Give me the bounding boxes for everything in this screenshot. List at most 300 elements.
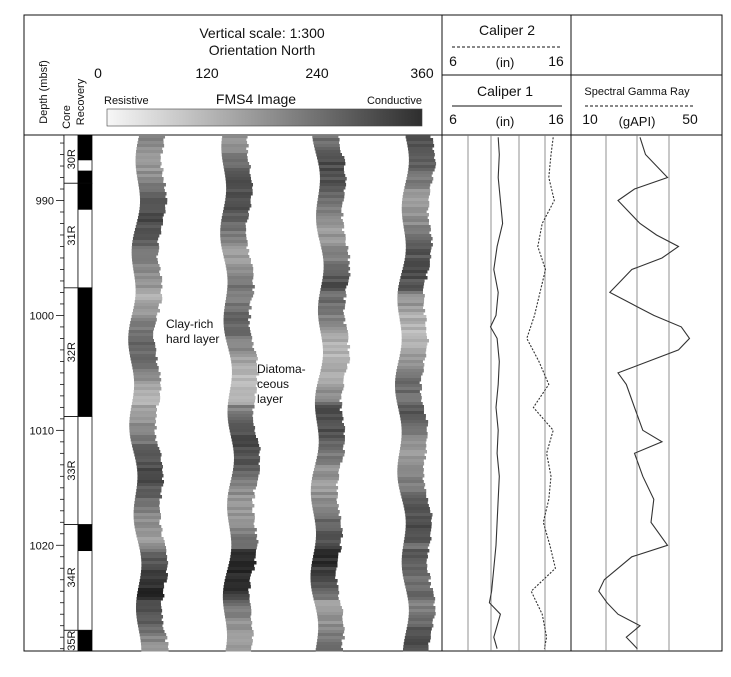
fms-texture-band — [311, 486, 338, 490]
fms-texture-band — [227, 342, 253, 346]
fms-texture-band — [232, 366, 258, 370]
fms-texture-band — [317, 420, 342, 424]
fms-texture-band — [226, 297, 252, 301]
fms-texture-band — [225, 333, 251, 337]
fms-texture-band — [134, 231, 161, 235]
fms-texture-band — [317, 228, 342, 232]
fms-texture-band — [312, 561, 338, 565]
fms-texture-band — [321, 366, 347, 370]
fms-texture-band — [134, 516, 161, 520]
fms-texture-band — [136, 606, 161, 610]
fms-texture-band — [140, 636, 167, 640]
fms-texture-band — [226, 186, 252, 190]
fms-texture-band — [316, 525, 341, 529]
fms-texture-band — [134, 306, 159, 310]
fms-texture-band — [315, 393, 341, 397]
fms-texture-band — [141, 648, 168, 652]
fms-texture-band — [315, 462, 340, 466]
fms-texture-band — [408, 150, 434, 154]
fms-texture-band — [136, 285, 163, 289]
fms-texture-band — [222, 138, 247, 142]
fms-texture-band — [135, 294, 162, 298]
fms-texture-band — [231, 435, 256, 439]
fms-texture-band — [132, 312, 157, 316]
fms-texture-band — [397, 471, 423, 475]
depth-axis-label: Depth (mbsf) — [38, 60, 50, 124]
fms-texture-band — [318, 378, 343, 382]
recovered-segment — [78, 525, 92, 551]
depth-tick-label: 1020 — [29, 540, 54, 553]
fms-texture-band — [317, 453, 344, 457]
fms-texture-band — [138, 216, 163, 220]
fms-texture-band — [224, 585, 251, 589]
fms-texture-band — [140, 549, 166, 553]
fms-texture-band — [395, 384, 422, 388]
fms-texture-band — [317, 615, 342, 619]
fms-texture-band — [133, 369, 159, 373]
fms-texture-band — [312, 588, 339, 592]
fms-texture-band — [137, 477, 162, 481]
fms-texture-band — [230, 387, 257, 391]
fms-texture-band — [221, 150, 248, 154]
fms-texture-band — [319, 318, 346, 322]
fms-texture-band — [227, 270, 253, 274]
fms-texture-band — [136, 531, 162, 535]
fms-texture-band — [403, 546, 428, 550]
fms-texture-band — [221, 147, 246, 151]
fms-texture-band — [400, 351, 425, 355]
fms-texture-band — [315, 603, 340, 607]
fms-texture-band — [400, 279, 425, 283]
fms-texture-band — [316, 216, 341, 220]
fms-texture-band — [315, 546, 342, 550]
fms-texture-band — [226, 195, 251, 199]
fms-texture-band — [230, 555, 255, 559]
fms-texture-band — [233, 444, 259, 448]
fms-texture-band — [140, 192, 167, 196]
fms-texture-band — [226, 177, 251, 181]
fms-texture-band — [401, 492, 427, 496]
fms-texture-band — [403, 573, 430, 577]
fms-texture-band — [405, 531, 430, 535]
fms-texture-band — [397, 474, 424, 478]
fms-texture-band — [318, 315, 344, 319]
fms-texture-band — [133, 309, 160, 313]
fms-texture-band — [137, 483, 163, 487]
fms-texture-band — [311, 495, 338, 499]
fms-texture-band — [229, 489, 254, 493]
recovery-label: Recovery — [75, 78, 87, 126]
fms-texture-band — [399, 408, 424, 412]
fms-texture-band — [132, 444, 158, 448]
fms-texture-band — [321, 243, 346, 247]
fms-texture-band — [134, 513, 161, 517]
fms-texture-band — [130, 411, 156, 415]
fms-texture-band — [398, 303, 424, 307]
fms-texture-band — [134, 387, 161, 391]
fms-texture-band — [229, 522, 254, 526]
fms-texture-band — [231, 546, 257, 550]
fms-texture-band — [403, 219, 429, 223]
fms-texture-band — [133, 393, 160, 397]
fms-texture-band — [313, 138, 340, 142]
fms-texture-band — [407, 144, 434, 148]
fms-texture-band — [402, 570, 427, 574]
fms-texture-band — [135, 300, 162, 304]
fms-texture-band — [131, 318, 157, 322]
fms-texture-band — [224, 168, 250, 172]
recovered-segment — [78, 288, 92, 417]
fms-texture-band — [405, 513, 432, 517]
fms-texture-band — [224, 204, 251, 208]
fms-texture-band — [227, 276, 253, 280]
fms-texture-band — [400, 417, 425, 421]
fms-texture-band — [139, 186, 164, 190]
fms-texture-band — [139, 189, 164, 193]
fms-texture-band — [141, 552, 167, 556]
fms-texture-band — [231, 549, 256, 553]
recovered-segment — [78, 171, 92, 184]
fms-texture-band — [229, 525, 254, 529]
fms-texture-band — [319, 237, 346, 241]
fms-texture-band — [234, 450, 260, 454]
fms-texture-band — [407, 177, 434, 181]
fms-texture-band — [318, 234, 345, 238]
fms-texture-band — [136, 288, 161, 292]
fms-texture-band — [312, 504, 339, 508]
fms-texture-band — [221, 243, 248, 247]
fms-texture-band — [317, 639, 342, 643]
fms-texture-band — [311, 483, 336, 487]
fms-texture-band — [224, 255, 250, 259]
fms-texture-band — [322, 360, 349, 364]
depth-tick-label: 1010 — [29, 425, 54, 438]
fms-texture-band — [132, 255, 157, 259]
fms-texture-band — [226, 189, 253, 193]
fms-texture-band — [130, 435, 156, 439]
fms-texture-band — [399, 456, 426, 460]
fms-texture-band — [407, 594, 433, 598]
fms-texture-band — [395, 378, 421, 382]
fms-texture-band — [134, 519, 160, 523]
fms-texture-band — [137, 468, 162, 472]
fms-texture-band — [316, 459, 342, 463]
fms-texture-band — [406, 588, 433, 592]
fms-texture-band — [225, 576, 250, 580]
fms-texture-band — [402, 207, 428, 211]
fms-texture-band — [227, 510, 252, 514]
fms-texture-band — [228, 399, 255, 403]
fms-texture-band — [322, 252, 347, 256]
fms-texture-band — [228, 405, 255, 409]
fms-texture-band — [404, 228, 431, 232]
fms-texture-band — [133, 264, 160, 268]
fms-texture-band — [402, 216, 427, 220]
fms-texture-band — [402, 498, 428, 502]
fms-texture-band — [227, 639, 253, 643]
fms-texture-band — [311, 567, 336, 571]
fms-texture-band — [129, 327, 154, 331]
fms-texture-band — [314, 597, 339, 601]
fms-texture-band — [233, 447, 260, 451]
fms-texture-band — [220, 225, 245, 229]
fms-texture-band — [395, 390, 420, 394]
fms-texture-band — [318, 432, 343, 436]
fms-texture-band — [136, 153, 161, 157]
fms-texture-band — [137, 144, 164, 148]
fms-texture-band — [314, 549, 341, 553]
fms-texture-band — [406, 516, 432, 520]
fms-texture-band — [224, 327, 250, 331]
fms-texture-band — [318, 450, 345, 454]
fms-texture-band — [402, 429, 427, 433]
fms-texture-band — [226, 624, 251, 628]
fms-texture-band — [408, 168, 434, 172]
fms-texture-band — [134, 450, 161, 454]
fms-texture-band — [130, 432, 155, 436]
fms-texture-band — [319, 324, 346, 328]
fms-texture-band — [405, 231, 430, 235]
fms-texture-band — [137, 219, 163, 223]
fms-texture-band — [398, 459, 424, 463]
fms-texture-band — [397, 366, 424, 370]
fms-texture-band — [320, 288, 345, 292]
fms-texture-band — [229, 561, 256, 565]
fms-texture-band — [231, 477, 258, 481]
fms-texture-band — [315, 465, 340, 469]
fms-texture-band — [132, 258, 158, 262]
fms-texture-band — [318, 306, 345, 310]
fms-texture-band — [135, 282, 161, 286]
fms-pad-1 — [128, 135, 168, 652]
fms-texture-band — [323, 351, 349, 355]
fms-texture-band — [135, 456, 161, 460]
fms-texture-band — [397, 297, 424, 301]
fms-texture-band — [406, 180, 432, 184]
fms-texture-band — [397, 402, 422, 406]
fms-texture-band — [136, 159, 161, 163]
fms-texture-band — [311, 492, 338, 496]
fms-texture-band — [316, 528, 343, 532]
fms-texture-band — [224, 582, 250, 586]
fms-texture-band — [233, 468, 260, 472]
fms-texture-band — [224, 330, 250, 334]
fms-texture-band — [227, 504, 254, 508]
fms-texture-band — [135, 297, 162, 301]
fms-texture-band — [131, 360, 156, 364]
fms-texture-band — [220, 228, 246, 232]
fms-texture-band — [226, 645, 251, 649]
fms-texture-band — [230, 531, 255, 535]
fms-texture-band — [228, 345, 253, 349]
fms-texture-band — [321, 330, 348, 334]
fms-texture-band — [316, 531, 342, 535]
fms-texture-band — [132, 240, 157, 244]
fms-texture-band — [400, 447, 426, 451]
core-label: 32R — [66, 342, 78, 363]
fms-texture-band — [323, 255, 350, 259]
fms-texture-band — [324, 264, 349, 268]
azimuth-tick-360: 360 — [410, 65, 434, 81]
fms-texture-band — [227, 633, 254, 637]
fms-texture-band — [128, 339, 154, 343]
fms-texture-band — [318, 312, 344, 316]
fms-texture-band — [137, 222, 163, 226]
fms-texture-band — [231, 480, 258, 484]
fms-texture-band — [224, 318, 249, 322]
fms-texture-band — [399, 453, 425, 457]
fms-texture-band — [136, 459, 161, 463]
fms-texture-band — [129, 351, 155, 355]
fms-texture-band — [318, 198, 344, 202]
fms-texture-band — [224, 309, 249, 313]
fms-texture-band — [136, 147, 162, 151]
fms-texture-band — [406, 240, 431, 244]
fms-texture-band — [408, 621, 433, 625]
fms-texture-band — [405, 237, 432, 241]
fms-texture-band — [316, 540, 341, 544]
fms-texture-band — [406, 630, 431, 634]
fms-texture-band — [315, 399, 340, 403]
fms-texture-band — [141, 639, 166, 643]
fms-texture-band — [318, 309, 343, 313]
fms-texture-band — [319, 435, 345, 439]
caliper-2-curve — [527, 137, 556, 648]
caliper-2-min: 6 — [449, 53, 457, 69]
fms-texture-band — [316, 390, 342, 394]
fms-texture-band — [406, 135, 431, 139]
fms-texture-band — [313, 507, 338, 511]
fms-texture-band — [230, 429, 255, 433]
fms-texture-band — [229, 426, 255, 430]
fms-texture-band — [399, 357, 425, 361]
fms-texture-band — [227, 642, 253, 646]
fms-texture-band — [224, 207, 250, 211]
fms-texture-band — [222, 246, 247, 250]
fms-texture-band — [136, 171, 162, 175]
gamma-ray-curve — [599, 137, 690, 648]
fms-texture-band — [231, 540, 258, 544]
fms-texture-band — [401, 420, 428, 424]
fms-texture-band — [314, 552, 339, 556]
fms-texture-band — [321, 333, 348, 337]
fms-texture-band — [128, 336, 153, 340]
fms-texture-band — [320, 183, 346, 187]
fms-texture-band — [404, 540, 430, 544]
fms-texture-band — [226, 183, 253, 187]
fms-texture-band — [227, 507, 252, 511]
fms-texture-band — [404, 537, 431, 541]
fms-texture-band — [402, 432, 428, 436]
fms-texture-band — [320, 174, 345, 178]
fms-texture-band — [230, 432, 255, 436]
fms-texture-band — [322, 363, 347, 367]
fms-texture-band — [400, 318, 427, 322]
fms-texture-band — [231, 357, 258, 361]
fms-texture-band — [316, 534, 343, 538]
fms-texture-band — [228, 420, 253, 424]
fms-texture-band — [134, 522, 159, 526]
fms-texture-band — [403, 267, 429, 271]
fms-texture-band — [312, 591, 339, 595]
fms-texture-band — [229, 348, 254, 352]
fms-texture-band — [228, 408, 253, 412]
fms-texture-band — [225, 198, 250, 202]
fms-texture-band — [322, 279, 348, 283]
annotation-clay-line2: hard layer — [166, 332, 220, 346]
fms-texture-band — [403, 264, 429, 268]
fms-texture-band — [320, 240, 346, 244]
fms-texture-band — [397, 465, 423, 469]
fms-texture-band — [318, 636, 345, 640]
fms-texture-band — [317, 156, 344, 160]
fms-texture-band — [318, 630, 344, 634]
fms-texture-band — [129, 420, 156, 424]
fms-texture-band — [400, 489, 426, 493]
fms-texture-band — [227, 498, 252, 502]
recovered-segment — [78, 183, 92, 209]
fms-texture-band — [226, 336, 253, 340]
fms-texture-band — [314, 468, 339, 472]
fms-texture-band — [224, 606, 251, 610]
fms-texture-band — [141, 570, 166, 574]
fms-texture-band — [222, 153, 247, 157]
depth-axis — [30, 135, 64, 651]
fms-texture-band — [226, 621, 252, 625]
fms-texture-band — [226, 648, 251, 652]
fms-texture-band — [137, 474, 163, 478]
fms-texture-band — [323, 354, 349, 358]
fms-texture-band — [402, 564, 428, 568]
core-label: 31R — [66, 225, 78, 246]
fms-texture-band — [399, 315, 426, 319]
fms-texture-band — [225, 612, 252, 616]
fms-texture-band — [316, 414, 343, 418]
fms-texture-band — [402, 435, 428, 439]
fms-texture-band — [229, 393, 254, 397]
fms-texture-band — [225, 171, 250, 175]
fms-texture-band — [136, 162, 162, 166]
fms-texture-band — [226, 573, 251, 577]
fms-texture-band — [313, 510, 339, 514]
fms-texture-band — [319, 186, 345, 190]
fms-texture-band — [316, 222, 343, 226]
conductivity-color-scale — [107, 109, 422, 126]
fms-texture-band — [139, 630, 164, 634]
fms-texture-band — [135, 495, 162, 499]
fms-texture-band — [315, 408, 340, 412]
fms-texture-band — [227, 627, 252, 631]
fms-texture-band — [402, 558, 427, 562]
fms-texture-band — [409, 615, 435, 619]
fms-texture-band — [132, 315, 157, 319]
fms-texture-band — [398, 291, 423, 295]
fms-texture-band — [404, 186, 429, 190]
fms-texture-band — [320, 372, 345, 376]
fms-texture-band — [232, 363, 257, 367]
fms-texture-band — [407, 627, 432, 631]
fms-texture-band — [318, 162, 345, 166]
fms-texture-band — [409, 606, 436, 610]
fms-texture-band — [311, 564, 337, 568]
fms-texture-band — [314, 600, 340, 604]
fms-texture-band — [225, 174, 250, 178]
fms-texture-band — [408, 147, 433, 151]
fms-texture-band — [136, 156, 161, 160]
fms-texture-band — [136, 612, 161, 616]
fms-texture-band — [134, 510, 160, 514]
fms-texture-band — [403, 195, 429, 199]
